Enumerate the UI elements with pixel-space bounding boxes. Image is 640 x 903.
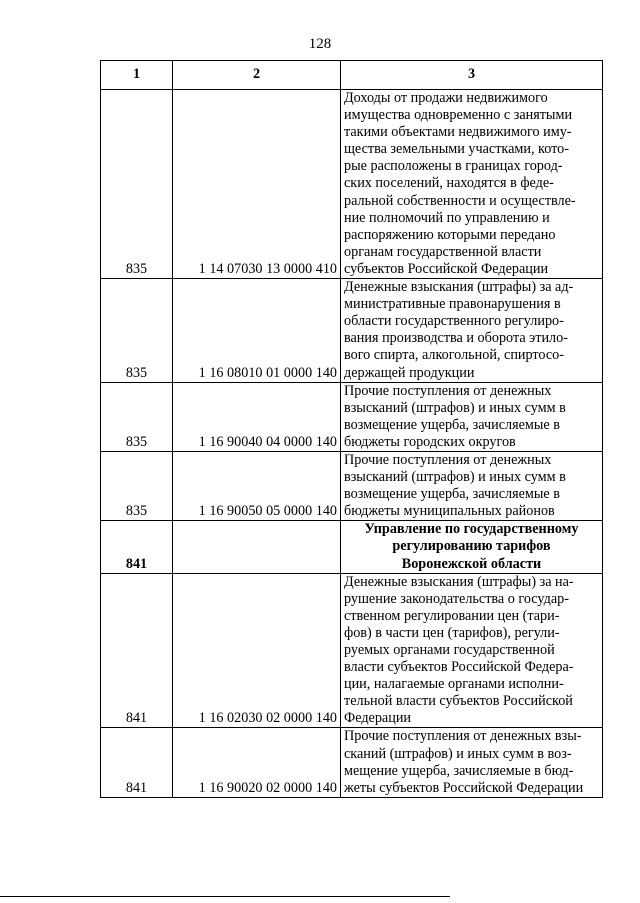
page-number: 128 xyxy=(308,36,332,52)
description-line: фов) в части цен (тарифов), регули- xyxy=(344,624,560,641)
description-line: Денежные взыскания (штрафы) за ад- xyxy=(344,279,574,296)
description-line: взысканий (штрафов) и иных сумм в xyxy=(344,399,566,416)
admin-code-cell: 835 xyxy=(101,382,173,451)
section-title-line: Управление по государственному xyxy=(364,521,579,538)
description-cell xyxy=(341,728,603,797)
description-line: ние полномочий по управлению и xyxy=(344,209,550,226)
description-line: Федерации xyxy=(344,710,412,727)
description-line: взысканий (штрафов) и иных сумм в xyxy=(344,469,566,486)
kbk-code-cell: 1 16 02030 02 0000 140 xyxy=(173,573,341,728)
admin-code-cell: 835 xyxy=(101,90,173,279)
description-line: Прочие поступления от денежных xyxy=(344,382,552,399)
description-line: ских поселений, находятся в феде- xyxy=(344,175,554,192)
footer-rule xyxy=(0,896,450,897)
description-line: возмещение ущерба, зачисляемые в xyxy=(344,486,560,503)
description-line: ции, налагаемые органами исполни- xyxy=(344,676,564,693)
section-title-cell xyxy=(341,521,603,573)
kbk-code-cell: 1 16 08010 01 0000 140 xyxy=(173,279,341,383)
table-row xyxy=(101,573,603,728)
description-line: ральной собственности и осуществле- xyxy=(344,192,576,209)
description-line: бюджеты городских округов xyxy=(344,433,516,450)
admin-code-cell: 841 xyxy=(101,573,173,728)
description-line: щества земельными участками, кото- xyxy=(344,141,569,158)
section-admin-code: 841 xyxy=(101,521,173,573)
admin-code-cell: 841 xyxy=(101,728,173,797)
description-cell xyxy=(341,451,603,520)
table-row xyxy=(101,382,603,451)
description-line: области государственного регулиро- xyxy=(344,313,564,330)
table-row xyxy=(101,451,603,520)
description-line: имущества одновременно с занятыми xyxy=(344,107,573,124)
description-line: вания производства и оборота этило- xyxy=(344,330,568,347)
description-line: бюджеты муниципальных районов xyxy=(344,503,555,520)
description-line: Денежные взыскания (штрафы) за на- xyxy=(344,573,574,590)
description-line: Доходы от продажи недвижимого xyxy=(344,90,548,106)
table-header-row xyxy=(101,61,603,90)
description-line: органам государственной власти xyxy=(344,243,542,260)
description-line: вого спирта, алкогольной, спиртосо- xyxy=(344,347,564,364)
description-line: министративные правонарушения в xyxy=(344,296,561,313)
description-line: держащей продукции xyxy=(344,364,475,381)
description-cell xyxy=(341,279,603,383)
description-line: руемых органами государственной xyxy=(344,642,555,658)
description-line: тельной власти субъектов Российской xyxy=(344,693,573,710)
description-line: рушение законодательства о государ- xyxy=(344,590,569,607)
description-line: рые расположены в границах город- xyxy=(344,158,563,175)
table-row xyxy=(101,279,603,383)
revenue-codes-table xyxy=(100,60,603,798)
section-empty-cell xyxy=(173,521,341,573)
description-line: Прочие поступления от денежных взы- xyxy=(344,728,582,745)
admin-code-cell: 835 xyxy=(101,451,173,520)
description-cell xyxy=(341,382,603,451)
kbk-code-cell: 1 16 90020 02 0000 140 xyxy=(173,728,341,797)
table-row xyxy=(101,728,603,797)
table-row xyxy=(101,90,603,279)
column-header-1: 1 xyxy=(101,61,173,90)
description-line: субъектов Российской Федерации xyxy=(344,260,549,277)
kbk-code-cell: 1 16 90050 05 0000 140 xyxy=(173,451,341,520)
admin-code-cell: 835 xyxy=(101,279,173,383)
description-line: жеты субъектов Российской Федерации xyxy=(344,779,584,796)
column-header-2: 2 xyxy=(173,61,341,90)
kbk-code-cell: 1 16 90040 04 0000 140 xyxy=(173,382,341,451)
description-line: мещение ущерба, зачисляемые в бюд- xyxy=(344,762,574,779)
section-title-line: регулированию тарифов xyxy=(392,538,551,555)
description-line: Прочие поступления от денежных xyxy=(344,451,552,468)
section-row xyxy=(101,521,603,573)
description-line: возмещение ущерба, зачисляемые в xyxy=(344,416,560,433)
description-line: ственном регулировании цен (тари- xyxy=(344,607,560,624)
description-line: власти субъектов Российской Федера- xyxy=(344,659,574,676)
section-title-line: Воронежской области xyxy=(401,555,542,572)
description-line: распоряжению которыми передано xyxy=(344,226,556,243)
kbk-code-cell: 1 14 07030 13 0000 410 xyxy=(173,90,341,279)
description-cell xyxy=(341,573,603,728)
description-line: сканий (штрафов) и иных сумм в воз- xyxy=(344,745,572,762)
description-line: такими объектами недвижимого иму- xyxy=(344,124,572,141)
column-header-3: 3 xyxy=(341,61,603,90)
description-cell xyxy=(341,90,603,279)
